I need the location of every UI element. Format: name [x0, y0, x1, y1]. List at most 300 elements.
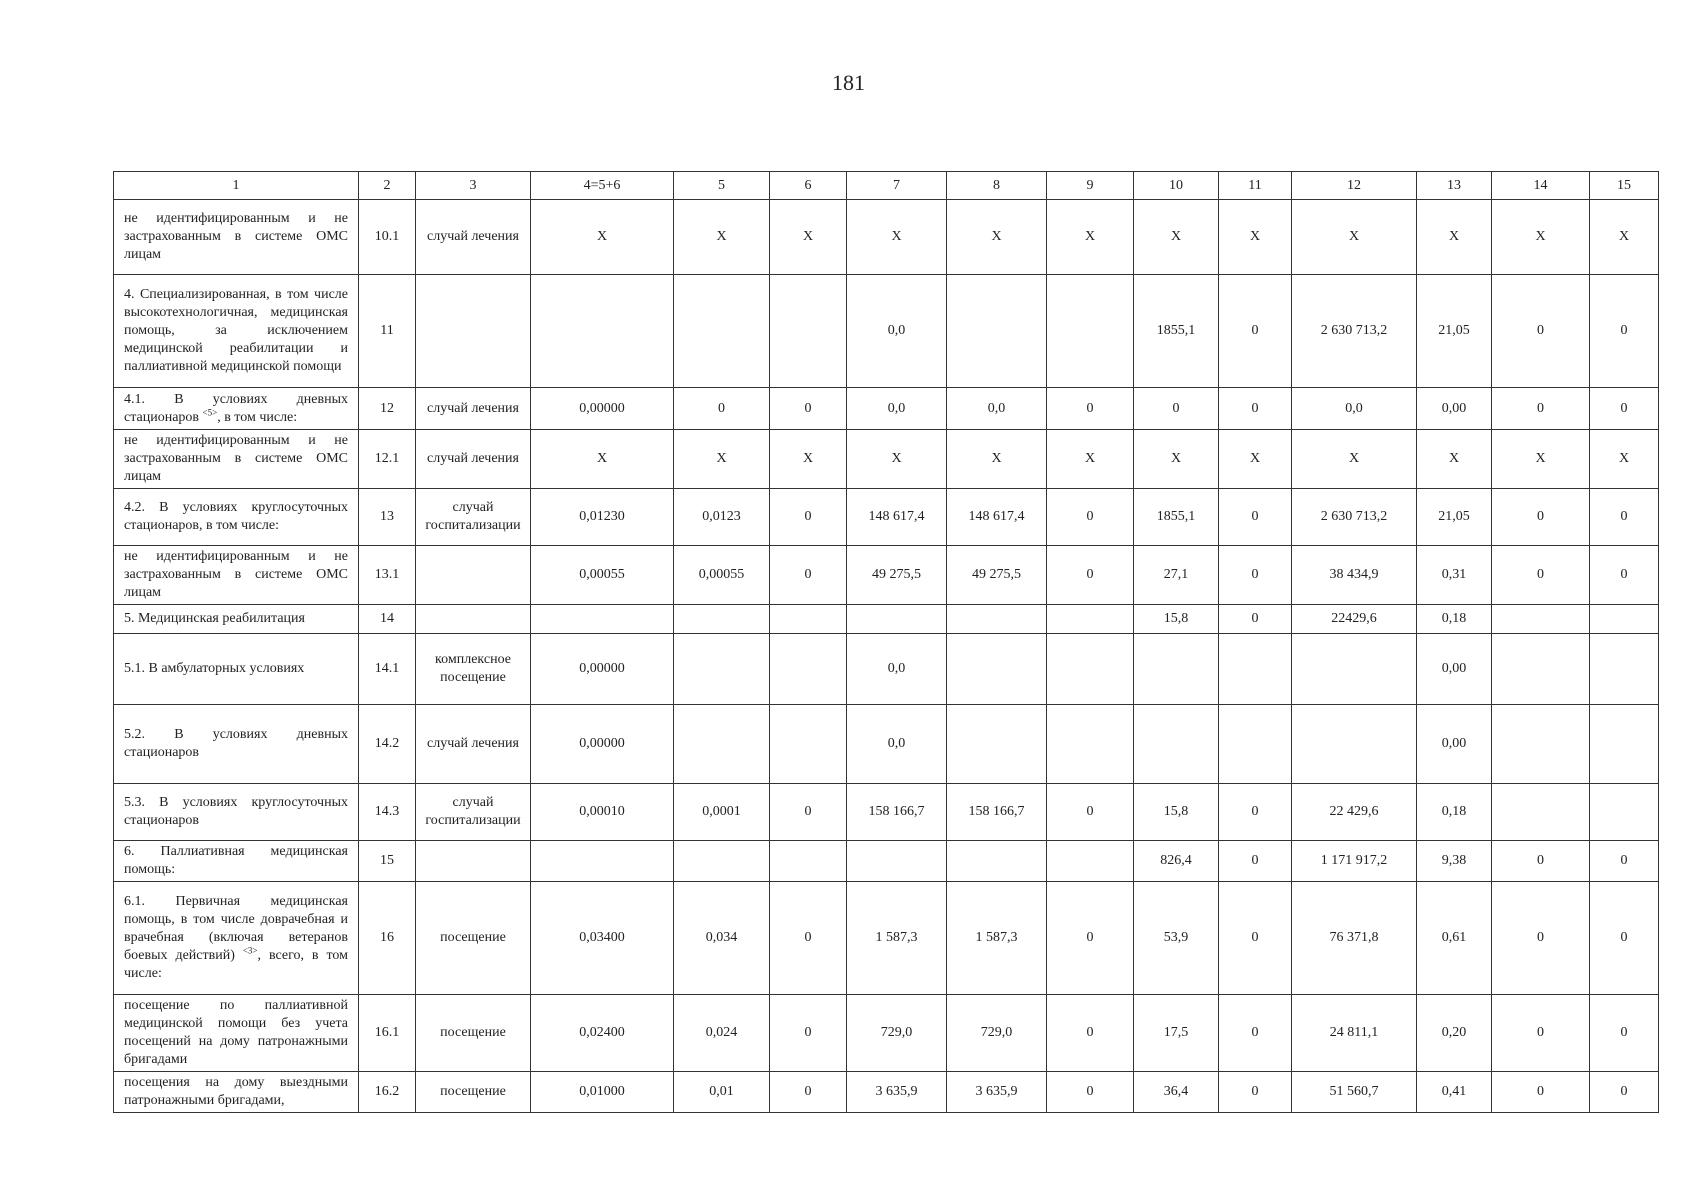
- row-label-tail: , всего, в том числе:: [124, 948, 348, 981]
- cell-value: X: [991, 229, 1002, 244]
- cell-value: 0: [1251, 611, 1259, 626]
- table-cell: [1492, 605, 1590, 634]
- row-label-tail: , в том числе:: [217, 409, 298, 425]
- table-cell: [1134, 634, 1219, 705]
- table-row: [114, 634, 1659, 705]
- cell-value: 0: [1086, 1084, 1094, 1099]
- table-cell: [1047, 605, 1134, 634]
- table-cell: [674, 275, 770, 388]
- table-row: [114, 546, 1659, 605]
- cell-value: 0: [1620, 1084, 1628, 1099]
- table-cell: [847, 882, 947, 995]
- table-cell: [947, 275, 1047, 388]
- table-cell: [1219, 275, 1292, 388]
- cell-value: 0,0001: [702, 804, 741, 819]
- table-cell: [674, 634, 770, 705]
- cell-value: 0: [804, 804, 812, 819]
- table-cell: [1590, 841, 1659, 882]
- table-cell: [359, 995, 416, 1072]
- table-cell: [947, 784, 1047, 841]
- cell-value: X: [1535, 229, 1546, 244]
- cell-value: 0: [1537, 1025, 1544, 1040]
- cell-value: 0,00000: [579, 400, 625, 416]
- table-cell: [1417, 1072, 1492, 1113]
- row-label: [114, 882, 359, 995]
- table-cell: [847, 605, 947, 634]
- cell-value: 0: [804, 509, 812, 524]
- cell-value: 0,034: [705, 930, 738, 945]
- table-cell: [1134, 784, 1219, 841]
- cell-value: 0: [1620, 1025, 1628, 1040]
- row-label: [114, 995, 359, 1072]
- table-cell: [674, 388, 770, 430]
- table-cell: [1417, 995, 1492, 1072]
- table-cell: [947, 995, 1047, 1072]
- table-cell: [1590, 605, 1659, 634]
- table-cell: [1047, 784, 1134, 841]
- table-cell: [1292, 200, 1417, 275]
- cell-value: 21,05: [1438, 509, 1470, 524]
- cell-value: 158 166,7: [968, 804, 1025, 819]
- cell-value: 0: [1251, 323, 1259, 338]
- cell-value: 729,0: [980, 1025, 1013, 1040]
- row-label: [114, 200, 359, 275]
- cell-value: 0: [1620, 400, 1628, 416]
- table-cell: [531, 705, 674, 784]
- cell-value: 38 434,9: [1329, 567, 1379, 582]
- cell-value: 0,00000: [579, 736, 625, 751]
- table-cell: [847, 841, 947, 882]
- cell-value: 0: [1620, 323, 1628, 338]
- table-cell: [1590, 546, 1659, 605]
- table-cell: [770, 705, 847, 784]
- cell-value: 53,9: [1163, 930, 1189, 945]
- table-cell: [1219, 841, 1292, 882]
- cell-value: 49 275,5: [972, 567, 1021, 582]
- table-cell: [947, 705, 1047, 784]
- cell-value: 0: [718, 400, 725, 416]
- cell-value: 0,00010: [579, 804, 625, 819]
- table-cell: [1134, 275, 1219, 388]
- row-label-text: 4.2. В условиях круглосуточных стационаров, в том числе:: [124, 500, 348, 533]
- table-cell: [947, 200, 1047, 275]
- cell-value: 16.2: [374, 1084, 400, 1099]
- column-header: 9: [1047, 172, 1134, 200]
- footnote-ref: <3>: [242, 945, 258, 956]
- table-row: [114, 430, 1659, 489]
- cell-value: 3 635,9: [875, 1084, 918, 1099]
- table-cell: [531, 430, 674, 489]
- cell-value: 0: [1537, 509, 1544, 524]
- cell-value: 1 171 917,2: [1320, 853, 1388, 868]
- table-cell: [1047, 841, 1134, 882]
- cell-value: 0,024: [705, 1025, 738, 1040]
- table-cell: [1417, 489, 1492, 546]
- cell-value: X: [1618, 451, 1630, 466]
- cell-value: 0,20: [1441, 1025, 1467, 1040]
- table-cell: [1590, 784, 1659, 841]
- cell-value: 0: [1086, 804, 1094, 819]
- cell-value: X: [1448, 229, 1460, 244]
- row-label-text: посещение по паллиативной медицинской помощи без учета посещений на дому патронажными бригадами: [124, 998, 348, 1067]
- table-cell: [1134, 388, 1219, 430]
- table-cell: [1219, 995, 1292, 1072]
- table-cell: [770, 1072, 847, 1113]
- table-cell: [847, 275, 947, 388]
- column-header: 8: [947, 172, 1047, 200]
- table-cell: [416, 882, 531, 995]
- table-cell: [1134, 546, 1219, 605]
- cell-value: 14.1: [374, 661, 400, 676]
- table-cell: [847, 1072, 947, 1113]
- cell-value: 0,03400: [579, 930, 625, 945]
- table-cell: [1492, 430, 1590, 489]
- table-cell: [947, 882, 1047, 995]
- table-cell: [531, 841, 674, 882]
- table-cell: [531, 489, 674, 546]
- cell-value: 0: [1251, 400, 1259, 416]
- table-cell: [416, 430, 531, 489]
- table-cell: [1292, 634, 1417, 705]
- cell-value: 2 630 713,2: [1320, 323, 1388, 338]
- table-cell: [770, 388, 847, 430]
- cell-value: 0,0123: [702, 509, 741, 524]
- cell-value: 158 166,7: [868, 804, 925, 819]
- table-cell: [416, 705, 531, 784]
- table-cell: [1047, 546, 1134, 605]
- column-header: 15: [1590, 172, 1659, 200]
- table-cell: [1219, 634, 1292, 705]
- column-header: 14: [1492, 172, 1590, 200]
- cell-value: 0,0: [887, 661, 906, 676]
- table-cell: [1292, 1072, 1417, 1113]
- cell-value: 826,4: [1160, 853, 1192, 868]
- cell-value: 0,18: [1441, 804, 1467, 819]
- cell-value: 76 371,8: [1329, 930, 1379, 945]
- table-cell: [947, 430, 1047, 489]
- table-cell: [847, 546, 947, 605]
- cell-value: 0,18: [1441, 611, 1467, 626]
- cell-value: 0,0: [887, 400, 906, 416]
- table-cell: [416, 546, 531, 605]
- row-label-text: 4.1. В условиях дневных стационаров: [124, 391, 348, 425]
- cell-value: 0: [1251, 930, 1259, 945]
- table-cell: [1590, 200, 1659, 275]
- table-cell: [1492, 705, 1590, 784]
- table-cell: [770, 784, 847, 841]
- cell-value: 0: [1537, 930, 1544, 945]
- column-header: 13: [1417, 172, 1492, 200]
- column-header: 7: [847, 172, 947, 200]
- table-cell: [1417, 200, 1492, 275]
- table-cell: [1492, 388, 1590, 430]
- table-cell: [1590, 705, 1659, 784]
- cell-value: 0: [1251, 509, 1259, 524]
- row-label: [114, 546, 359, 605]
- cell-value: 0,0: [1345, 400, 1363, 416]
- column-header: 10: [1134, 172, 1219, 200]
- row-label-text: 5.2. В условиях дневных стационаров: [124, 727, 348, 760]
- table-cell: [1134, 605, 1219, 634]
- table-cell: [674, 200, 770, 275]
- table-row: [114, 200, 1659, 275]
- table-cell: [1047, 200, 1134, 275]
- cell-value: 1 587,3: [975, 930, 1018, 945]
- table-cell: [1417, 784, 1492, 841]
- cell-value: 0,00055: [698, 567, 745, 582]
- table-cell: [1417, 430, 1492, 489]
- cell-value: X: [1618, 229, 1630, 244]
- table-cell: [531, 275, 674, 388]
- table-cell: [359, 841, 416, 882]
- column-header: 4=5+6: [531, 172, 674, 200]
- cell-value: 12: [380, 400, 394, 416]
- cell-value: посещение: [440, 930, 506, 945]
- cell-value: 0: [1537, 1084, 1544, 1099]
- table-cell: [531, 388, 674, 430]
- cell-value: 0: [804, 400, 812, 416]
- table-cell: [1292, 430, 1417, 489]
- table-row: [114, 489, 1659, 546]
- table-cell: [416, 634, 531, 705]
- cell-value: 3 635,9: [975, 1084, 1018, 1099]
- table-cell: [1492, 995, 1590, 1072]
- table-cell: [674, 546, 770, 605]
- table-cell: [1492, 200, 1590, 275]
- table-cell: [1590, 634, 1659, 705]
- cell-value: 10.1: [374, 229, 400, 244]
- row-label: [114, 784, 359, 841]
- table-cell: [359, 605, 416, 634]
- table-cell: [1292, 546, 1417, 605]
- table-cell: [674, 705, 770, 784]
- cell-value: 11: [380, 323, 394, 338]
- cell-value: X: [596, 451, 608, 466]
- cell-value: 0: [804, 930, 812, 945]
- cell-value: 1855,1: [1156, 323, 1196, 338]
- cell-value: X: [802, 451, 814, 466]
- table-cell: [416, 489, 531, 546]
- table-cell: [1492, 489, 1590, 546]
- cell-value: 0: [804, 1084, 812, 1099]
- table-cell: [1047, 882, 1134, 995]
- table-cell: [847, 705, 947, 784]
- row-label-text: 6.1. Первичная медицинская помощь, в том числе доврачебная и врачебная (включая ветеранов боевых действий): [124, 894, 348, 963]
- table-cell: [1417, 275, 1492, 388]
- page-number: 181: [832, 70, 865, 95]
- row-label-text: 5.3. В условиях круглосуточных стационаров: [124, 795, 348, 828]
- table-row: [114, 605, 1659, 634]
- cell-value: 0,00000: [579, 661, 625, 676]
- table-cell: [1134, 489, 1219, 546]
- cell-value: 1855,1: [1156, 509, 1196, 524]
- cell-value: 0,00055: [579, 567, 625, 582]
- table-cell: [1292, 388, 1417, 430]
- cell-value: X: [1348, 451, 1360, 466]
- table-cell: [1292, 275, 1417, 388]
- cell-value: 24 811,1: [1329, 1025, 1379, 1040]
- table-cell: [674, 841, 770, 882]
- cell-value: X: [891, 451, 902, 466]
- table-cell: [1134, 705, 1219, 784]
- table-cell: [1047, 489, 1134, 546]
- cell-value: X: [1170, 451, 1182, 466]
- cell-value: 0: [1620, 853, 1628, 868]
- table-cell: [359, 882, 416, 995]
- table-cell: [674, 995, 770, 1072]
- table-cell: [1219, 784, 1292, 841]
- table-cell: [531, 546, 674, 605]
- cell-value: посещение: [440, 1084, 506, 1099]
- table-cell: [770, 489, 847, 546]
- cell-value: X: [1084, 451, 1096, 466]
- cell-value: X: [802, 229, 814, 244]
- row-label-text: 5. Медицинская реабилитация: [124, 611, 305, 626]
- table-cell: [1292, 705, 1417, 784]
- table-cell: [947, 489, 1047, 546]
- table-cell: [1492, 841, 1590, 882]
- cell-value: случай лечения: [427, 400, 519, 416]
- table-row: [114, 1072, 1659, 1113]
- row-label: [114, 605, 359, 634]
- table-cell: [531, 634, 674, 705]
- table-row: [114, 841, 1659, 882]
- cell-value: 22 429,6: [1329, 804, 1379, 819]
- cell-value: X: [1348, 229, 1360, 244]
- table-cell: [1590, 430, 1659, 489]
- table-cell: [1047, 430, 1134, 489]
- table-cell: [416, 784, 531, 841]
- cell-value: X: [891, 229, 902, 244]
- cell-value: 0: [804, 1025, 812, 1040]
- table-row: [114, 784, 1659, 841]
- cell-value: 0: [1251, 853, 1259, 868]
- cell-value: X: [1249, 451, 1261, 466]
- table-cell: [1492, 275, 1590, 388]
- cell-value: 2 630 713,2: [1320, 509, 1388, 524]
- table-cell: [1417, 605, 1492, 634]
- column-header: 11: [1219, 172, 1292, 200]
- table-cell: [1590, 995, 1659, 1072]
- table-cell: [674, 489, 770, 546]
- table-cell: [416, 275, 531, 388]
- cell-value: 17,5: [1163, 1025, 1189, 1040]
- table-cell: [1219, 1072, 1292, 1113]
- cell-value: X: [596, 229, 608, 244]
- table-cell: [416, 841, 531, 882]
- table-cell: [1292, 841, 1417, 882]
- row-label-text: 6. Паллиативная медицинская помощь:: [124, 844, 348, 877]
- cell-value: комплексное посещение: [435, 652, 511, 685]
- table-cell: [674, 605, 770, 634]
- table-cell: [770, 841, 847, 882]
- table-body: [114, 172, 1659, 1113]
- table-cell: [1219, 388, 1292, 430]
- table-cell: [359, 546, 416, 605]
- cell-value: X: [1535, 451, 1546, 466]
- cell-value: 729,0: [880, 1025, 913, 1040]
- table-cell: [1219, 705, 1292, 784]
- table-cell: [416, 200, 531, 275]
- cell-value: 148 617,4: [968, 509, 1025, 524]
- table-cell: [359, 784, 416, 841]
- table-cell: [1219, 546, 1292, 605]
- cell-value: 0: [1086, 930, 1094, 945]
- cell-value: X: [1448, 451, 1460, 466]
- cell-value: 0: [1537, 853, 1544, 868]
- cell-value: 15: [380, 853, 394, 868]
- cell-value: X: [1084, 229, 1096, 244]
- cell-value: 14.3: [374, 804, 400, 819]
- table-cell: [531, 200, 674, 275]
- table-cell: [1292, 784, 1417, 841]
- table-cell: [1134, 995, 1219, 1072]
- table-cell: [1492, 634, 1590, 705]
- table-cell: [1047, 995, 1134, 1072]
- column-header: 2: [359, 172, 416, 200]
- cell-value: 0,41: [1441, 1084, 1467, 1099]
- table-cell: [416, 995, 531, 1072]
- cell-value: 0: [1086, 509, 1094, 524]
- table-cell: [1134, 1072, 1219, 1113]
- cell-value: 148 617,4: [868, 509, 925, 524]
- table-cell: [847, 430, 947, 489]
- cell-value: 0,31: [1441, 567, 1467, 582]
- cell-value: 0,02400: [579, 1025, 625, 1040]
- cell-value: 0,0: [887, 323, 906, 338]
- table-cell: [1047, 705, 1134, 784]
- table-cell: [947, 841, 1047, 882]
- table-cell: [531, 882, 674, 995]
- cell-value: 13: [380, 509, 394, 524]
- cell-value: 0: [1620, 930, 1628, 945]
- cell-value: 0,61: [1441, 930, 1467, 945]
- table-cell: [770, 634, 847, 705]
- table-cell: [1590, 388, 1659, 430]
- table-cell: [1047, 1072, 1134, 1113]
- table-cell: [1219, 605, 1292, 634]
- table-cell: [1590, 882, 1659, 995]
- table-cell: [1047, 275, 1134, 388]
- table-cell: [1417, 634, 1492, 705]
- table-cell: [770, 275, 847, 388]
- cell-value: 0: [804, 567, 812, 582]
- table-cell: [1492, 784, 1590, 841]
- table-cell: [416, 388, 531, 430]
- table-cell: [359, 634, 416, 705]
- table-cell: [947, 388, 1047, 430]
- table-cell: [1219, 489, 1292, 546]
- cell-value: X: [1249, 229, 1261, 244]
- table-cell: [1590, 489, 1659, 546]
- table-cell: [770, 882, 847, 995]
- table-row: [114, 388, 1659, 430]
- row-label-text: не идентифицированным и не застрахованным в системе ОМС лицам: [124, 549, 348, 600]
- table-cell: [1134, 841, 1219, 882]
- table-cell: [416, 605, 531, 634]
- table-cell: [531, 784, 674, 841]
- cell-value: 0,01000: [579, 1084, 625, 1099]
- table-cell: [674, 430, 770, 489]
- cell-value: 0,01230: [579, 509, 625, 524]
- cell-value: 0: [1251, 1025, 1259, 1040]
- cell-value: 0,01: [709, 1084, 734, 1099]
- table-cell: [847, 634, 947, 705]
- footnote-ref: <5>: [202, 406, 218, 417]
- column-header: 1: [114, 172, 359, 200]
- cell-value: 36,4: [1163, 1084, 1189, 1099]
- cell-value: 22429,6: [1331, 611, 1377, 626]
